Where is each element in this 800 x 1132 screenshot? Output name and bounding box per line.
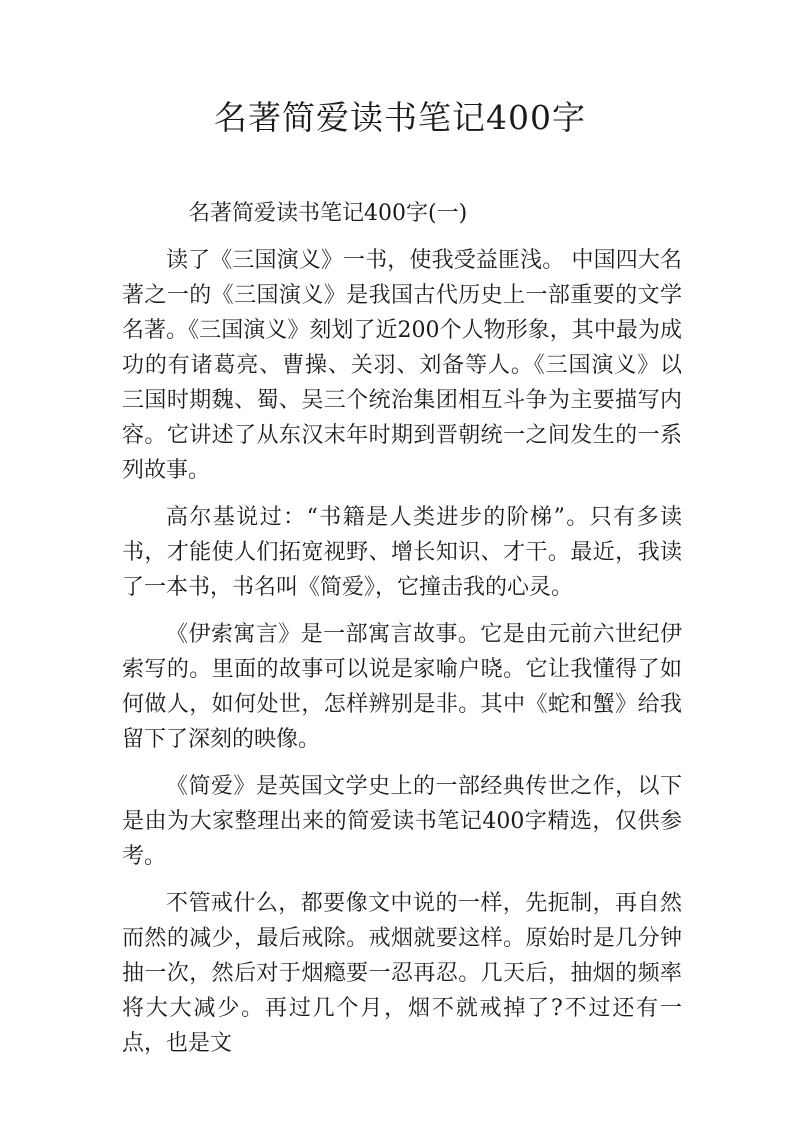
section-subtitle: 名著简爱读书笔记400字(一) [188, 201, 468, 226]
paragraph: 不管戒什么，都要像文中说的一样，先扼制，再自然而然的减少，最后戒除。戒烟就要这样。原始时是几分钟抽一次，然后对于烟瘾要一忍再忍。几天后，抽烟的频率将大大减少。再过几个月，烟不就戒掉了?不过还有一点，也是文 [122, 891, 682, 1056]
document-body [122, 196, 682, 1073]
paragraph: 《简爱》是英国文学史上的一部经典传世之作，以下是由为大家整理出来的简爱读书笔记400字精选，仅供参考。 [122, 774, 682, 869]
paragraph: 《伊索寓言》是一部寓言故事。它是由元前六世纪伊索写的。里面的故事可以说是家喻户晓。它让我懂得了如何做人，如何处世，怎样辨别是非。其中《蛇和蟹》给我留下了深刻的映像。 [122, 622, 682, 752]
document-title: 名著简爱读书笔记400字 [214, 98, 586, 137]
paragraph: 高尔基说过：“书籍是人类进步的阶梯”。只有多读书，才能使人们拓宽视野、增长知识、才干。最近，我读了一本书，书名叫《简爱》，它撞击我的心灵。 [122, 505, 682, 600]
paragraph: 读了《三国演义》一书，使我受益匪浅。 中国四大名著之一的《三国演义》是我国古代历史上一部重要的文学名著。《三国演义》刻划了近200个人物形象，其中最为成功的有诸葛亮、曹操、关羽、刘备等人。《三国演义》以三国时期魏、蜀、吴三个统治集团相互斗争为主要描写内容。它讲述了从东汉末年时期到晋朝统一之间发生的一系列故事。 [122, 248, 682, 483]
